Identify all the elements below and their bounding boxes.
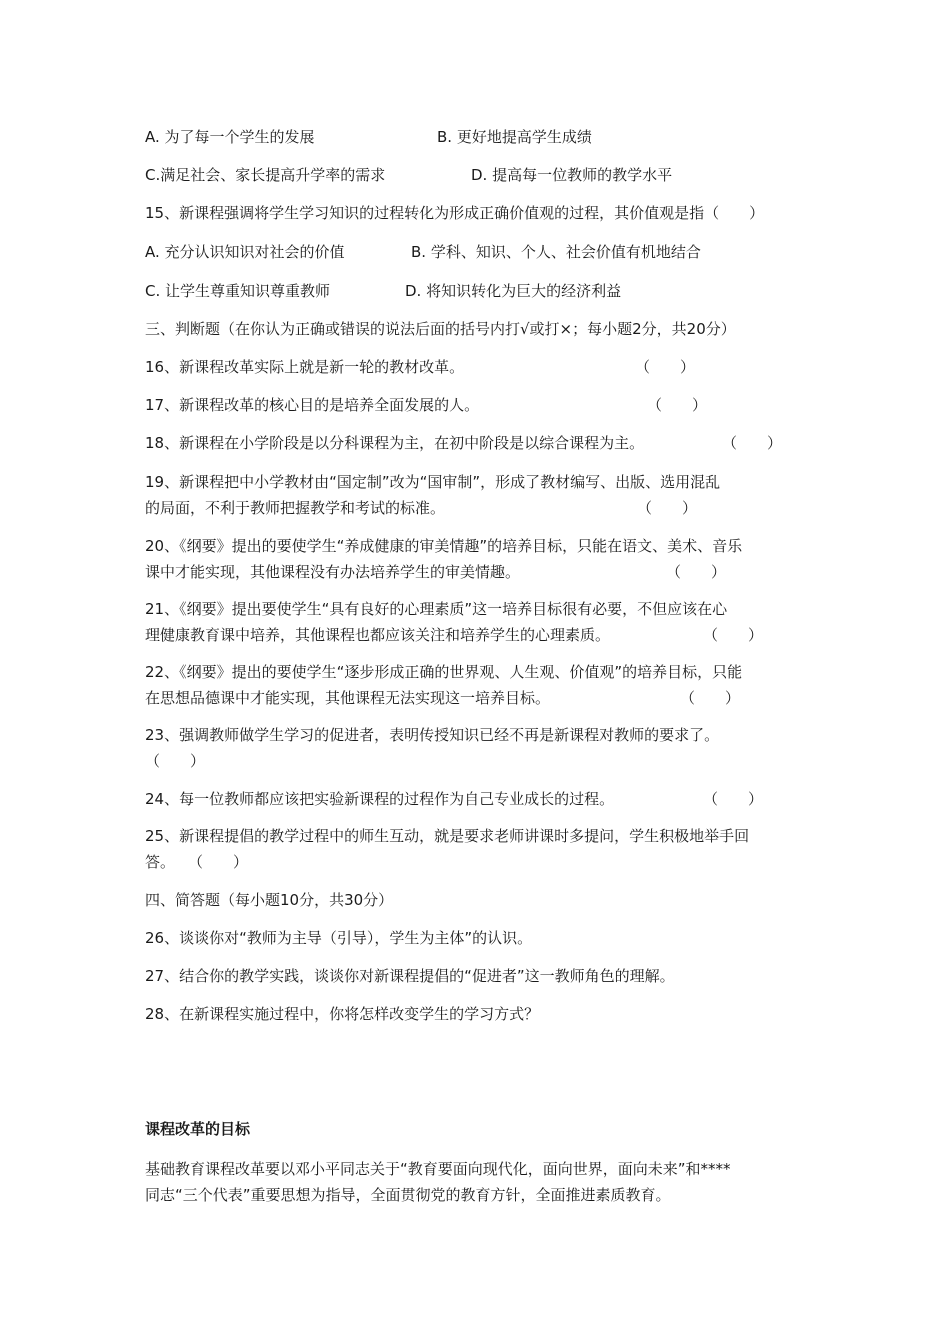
q19-line-2 [145,495,810,521]
q14-option-a: A. 为了每一个学生的发展 [145,128,315,146]
q25-line-1: 25、新课程提倡的教学过程中的师生互动，就是要求老师讲课时多提问，学生积极地举手回 [145,827,750,845]
q21-text-2: 理健康教育课中培养，其他课程也都应该关注和培养学生的心理素质。 [145,626,611,644]
q20-answer-paren: （ ） [666,563,727,581]
q19-text-2: 的局面，不利于教师把握教学和考试的标准。 [145,499,446,517]
q22-answer-paren: （ ） [680,689,741,707]
q17-answer-paren: （ ） [647,396,708,414]
q25-line-2 [145,849,810,875]
q23-line-1: 23、强调教师做学生学习的促进者，表明传授知识已经不再是新课程对教师的要求了。 [145,726,720,744]
q14-option-c: C.满足社会、家长提高升学率的需求 [145,166,386,184]
q22-line-2 [145,685,810,711]
q22-text-2: 在思想品德课中才能实现，其他课程无法实现这一培养目标。 [145,689,551,707]
q16-text: 16、新课程改革实际上就是新一轮的教材改革。 [145,358,465,376]
q15-option-d: D. 将知识转化为巨大的经济利益 [405,282,622,300]
q14-option-b: B. 更好地提高学生成绩 [437,128,592,146]
q21-line-1: 21、《纲要》提出要使学生“具有良好的心理素质”这一培养目标很有必要，不但应该在心 [145,600,728,618]
q20-text-2: 课中才能实现，其他课程没有办法培养学生的审美情趣。 [145,563,521,581]
q20-line-1: 20、《纲要》提出的要使学生“养成健康的审美情趣”的培养目标，只能在语文、美术、音乐 [145,537,743,555]
q19-line-1: 19、新课程把中小学教材由“国定制”改为“国审制”，形成了教材编写、出版、选用混乱 [145,473,721,491]
section-3-title: 三、判断题（在你认为正确或错误的说法后面的括号内打√或打×；每小题2分，共20分） [145,320,736,338]
q14-options-row-2 [145,162,810,188]
q24-text: 24、每一位教师都应该把实验新课程的过程作为自己专业成长的过程。 [145,790,615,808]
q15-options-row-2 [145,278,810,304]
q17 [145,392,810,418]
q27: 27、结合你的教学实践，谈谈你对新课程提倡的“促进者”这一教师角色的理解。 [145,967,675,985]
q16-answer-paren: （ ） [635,358,696,376]
q19-answer-paren: （ ） [637,499,698,517]
q17-text: 17、新课程改革的核心目的是培养全面发展的人。 [145,396,480,414]
q18-answer-paren: （ ） [722,434,783,452]
q26: 26、谈谈你对“教师为主导（引导），学生为主体”的认识。 [145,929,533,947]
q25-text-2: 答。 [145,853,176,871]
q21-answer-paren: （ ） [703,626,764,644]
q14-option-d: D. 提高每一位教师的教学水平 [471,166,673,184]
q20-line-2 [145,559,810,585]
q18-text: 18、新课程在小学阶段是以分科课程为主，在初中阶段是以综合课程为主。 [145,434,645,452]
q22-line-1: 22、《纲要》提出的要使学生“逐步形成正确的世界观、人生观、价值观”的培养目标，只能 [145,663,743,681]
goals-paragraph-line-2: 同志“三个代表”重要思想为指导，全面贯彻党的教育方针，全面推进素质教育。 [145,1186,671,1204]
q14-options-row-1 [145,124,810,150]
section-4-title: 四、简答题（每小题10分，共30分） [145,891,394,909]
q15-option-a: A. 充分认识知识对社会的价值 [145,243,345,261]
q23-answer-paren: （ ） [145,752,206,770]
q16 [145,354,810,380]
goals-paragraph-line-1: 基础教育课程改革要以邓小平同志关于“教育要面向现代化，面向世界，面向未来”和**** [145,1160,731,1178]
q28: 28、在新课程实施过程中，你将怎样改变学生的学习方式？ [145,1005,540,1023]
goals-heading: 课程改革的目标 [145,1120,251,1138]
q15-options-row-1 [145,239,810,265]
q15-option-b: B. 学科、知识、个人、社会价值有机地结合 [411,243,701,261]
q15-option-c: C. 让学生尊重知识尊重教师 [145,282,331,300]
q25-answer-paren: （ ） [188,853,249,871]
q15-question: 15、新课程强调将学生学习知识的过程转化为形成正确价值观的过程，其价值观是指（ ） [145,204,765,222]
q18 [145,430,810,456]
q21-line-2 [145,622,810,648]
q24-answer-paren: （ ） [703,790,764,808]
q24 [145,786,810,812]
